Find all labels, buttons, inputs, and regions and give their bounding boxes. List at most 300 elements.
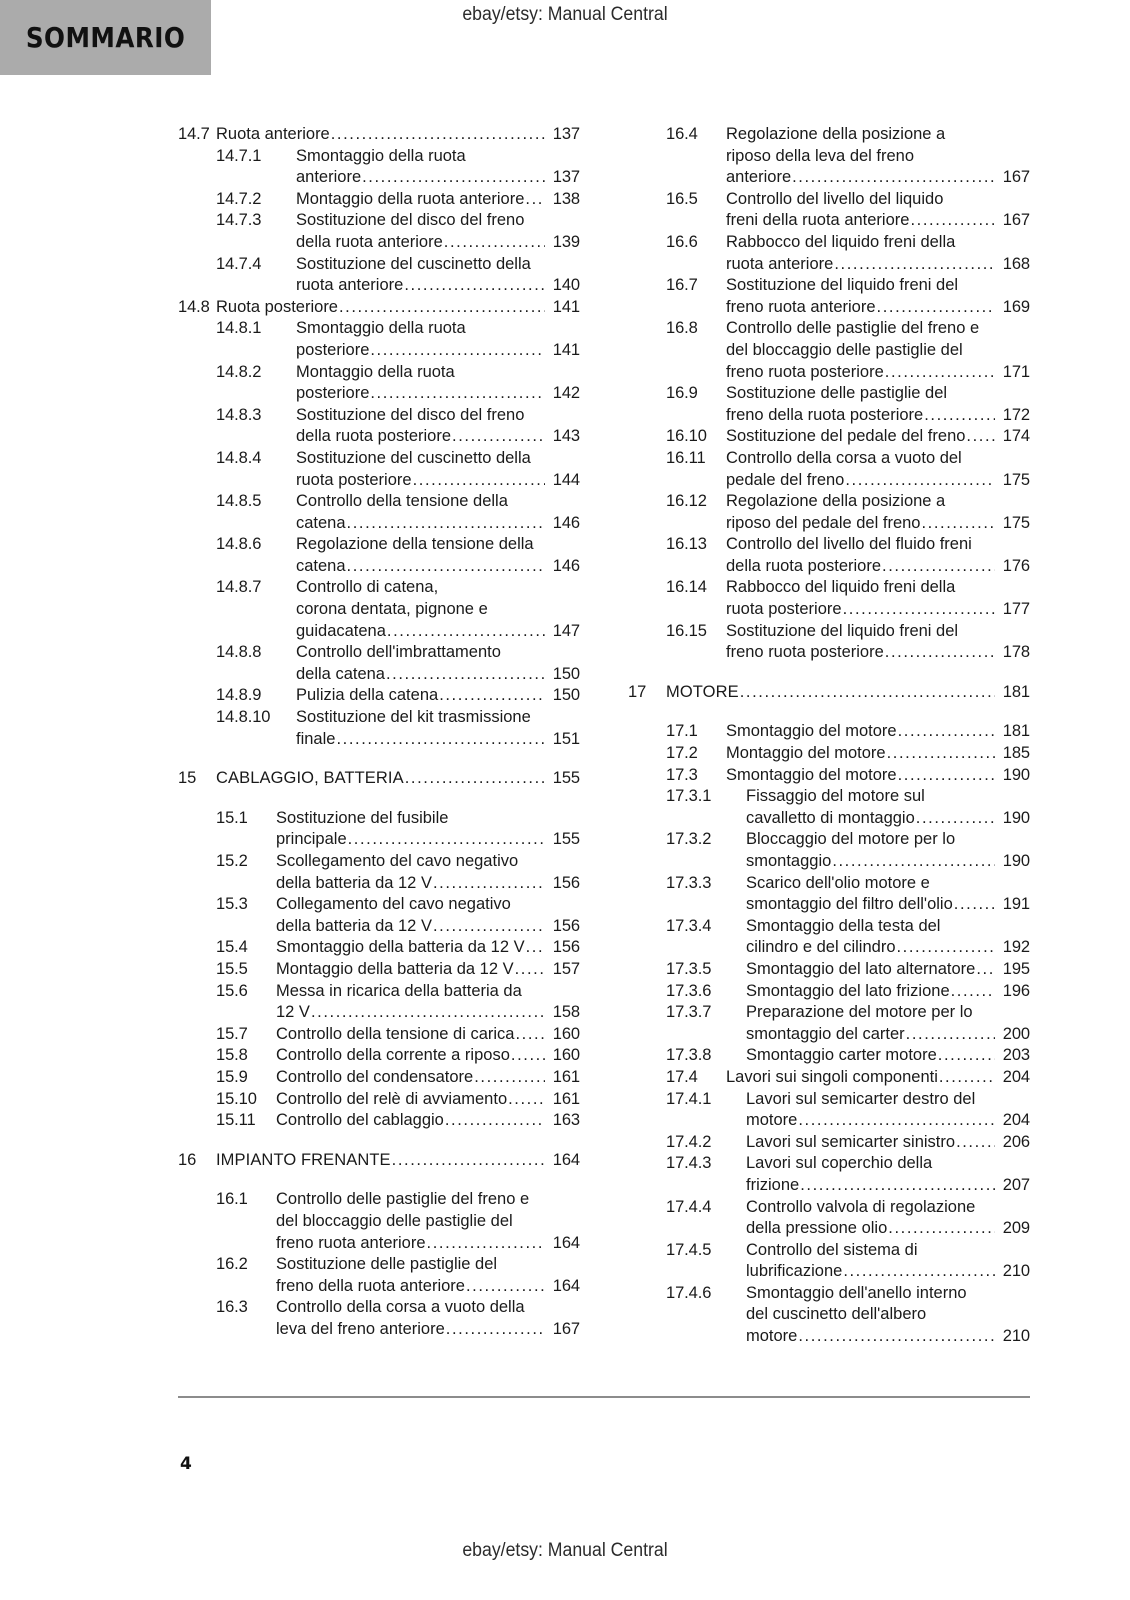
toc-entry-line (296, 340, 580, 362)
toc-entry-line (746, 1175, 1030, 1197)
toc-entry-body (746, 1002, 1030, 1045)
toc-entry-title: corona dentata, pignone e (296, 600, 488, 619)
toc-entry[interactable] (628, 1153, 1030, 1196)
toc-entry-title: Messa in ricarica della batteria da (276, 981, 522, 1000)
toc-page-number: 158 (552, 1003, 580, 1022)
toc-leader-dots (370, 340, 545, 362)
toc-entry-line (296, 210, 580, 232)
toc-entry[interactable] (628, 1045, 1030, 1067)
toc-leader-dots (966, 426, 995, 448)
toc-entry-title: Sostituzione del kit trasmissione (296, 708, 531, 727)
toc-entry-body (726, 765, 1030, 787)
toc-page-number: 137 (552, 168, 580, 187)
toc-entry[interactable] (628, 275, 1030, 318)
toc-page-number: 204 (1002, 1067, 1030, 1086)
toc-entry[interactable] (628, 743, 1030, 765)
toc-entry[interactable] (178, 768, 580, 790)
toc-entry-line (296, 405, 580, 427)
toc-leader-dots (413, 470, 545, 492)
toc-leader-dots (347, 556, 545, 578)
toc-entry-title: Ruota posteriore (216, 297, 338, 316)
toc-leader-dots (938, 1045, 995, 1067)
toc-leader-dots (916, 808, 995, 830)
toc-leader-dots (888, 1218, 995, 1240)
toc-entry-body (276, 1024, 580, 1046)
toc-entry-title: del cuscinetto dell'albero (746, 1305, 927, 1324)
toc-page-number: 191 (1002, 895, 1030, 914)
toc-entry[interactable] (628, 981, 1030, 1003)
toc-entry[interactable] (178, 959, 580, 981)
toc-entry[interactable] (178, 146, 580, 189)
toc-entry-body (726, 577, 1030, 620)
toc-entry-title: Lavori sul semicarter sinistro (746, 1132, 956, 1151)
toc-entry-line (276, 894, 580, 916)
toc-leader-dots (405, 768, 545, 790)
toc-entry-line (726, 146, 1030, 168)
toc-page-number: 138 (552, 189, 580, 208)
toc-entry-title: Controllo di catena, (296, 578, 439, 597)
toc-leader-dots (427, 1233, 545, 1255)
toc-entry[interactable] (628, 765, 1030, 787)
toc-page-number: 161 (552, 1067, 580, 1086)
toc-entry-line (276, 981, 580, 1003)
toc-entry-number: 16.13 (666, 535, 707, 554)
toc-leader-dots (832, 851, 995, 873)
toc-entry-number: 16.1 (216, 1190, 248, 1209)
toc-entry-title: leva del freno anteriore (276, 1319, 445, 1338)
toc-entry-body (276, 808, 580, 851)
running-footer: ebay/etsy: Manual Central (462, 1540, 668, 1561)
toc-entry-number: 16.5 (666, 189, 698, 208)
toc-entry[interactable] (628, 1089, 1030, 1132)
toc-entry-number: 17.3.6 (666, 981, 712, 1000)
toc-entry[interactable] (628, 383, 1030, 426)
toc-leader-dots (956, 1132, 995, 1154)
toc-entry-number: 17.3.1 (666, 787, 712, 806)
toc-entry-line (726, 340, 1030, 362)
toc-entry-title: freno della ruota posteriore (726, 405, 924, 424)
toc-entry-title: Lavori sui singoli componenti (726, 1067, 938, 1086)
toc-entry-body (276, 1297, 580, 1340)
toc-page-number: 155 (552, 769, 580, 788)
toc-entry-line (726, 254, 1030, 276)
toc-page-number: 204 (1002, 1111, 1030, 1130)
toc-entry-line (296, 707, 580, 729)
toc-entry[interactable] (628, 1132, 1030, 1154)
toc-entry-body (726, 534, 1030, 577)
toc-entry-line (296, 599, 580, 621)
toc-entry-title: Lavori sul semicarter destro del (746, 1089, 976, 1108)
toc-entry-number: 14.8.1 (216, 319, 262, 338)
toc-entry-number: 17.4.3 (666, 1154, 712, 1173)
toc-entry-number: 15.6 (216, 981, 248, 1000)
toc-entry-number: 15.9 (216, 1067, 248, 1086)
toc-entry[interactable] (628, 682, 1030, 704)
toc-entry-title: pedale del freno (726, 470, 845, 489)
toc-entry-body (726, 1067, 1030, 1089)
toc-entry[interactable] (178, 685, 580, 707)
toc-entry[interactable] (628, 1067, 1030, 1089)
toc-page-number: 140 (552, 276, 580, 295)
toc-entry[interactable] (628, 448, 1030, 491)
toc-entry[interactable] (628, 318, 1030, 383)
toc-page-number: 167 (1002, 211, 1030, 230)
toc-entry-line (276, 959, 580, 981)
toc-page-number: 174 (1002, 427, 1030, 446)
toc-entry-line (276, 829, 580, 851)
toc-entry-number: 17.3.2 (666, 830, 712, 849)
toc-entry-line (746, 873, 1030, 895)
toc-entry-title: della pressione olio (746, 1219, 888, 1238)
toc-page-number: 178 (1002, 643, 1030, 662)
toc-entry-line (296, 383, 580, 405)
toc-leader-dots (347, 513, 545, 535)
toc-entry-number: 16.15 (666, 621, 707, 640)
toc-entry[interactable] (178, 577, 580, 642)
toc-entry-line (746, 1024, 1030, 1046)
toc-entry-line (726, 297, 1030, 319)
toc-leader-dots (433, 873, 545, 895)
toc-entry-number: 17.3.8 (666, 1046, 712, 1065)
toc-column-left (178, 124, 580, 1348)
toc-entry[interactable] (178, 1045, 580, 1067)
toc-entry[interactable] (178, 851, 580, 894)
toc-page-number: 167 (552, 1319, 580, 1338)
toc-entry-title: Sostituzione del liquido freni del (726, 621, 959, 640)
toc-entry-line (276, 1002, 580, 1024)
toc-entry-line (746, 1089, 1030, 1111)
toc-entry-line (216, 1150, 580, 1172)
toc-entry[interactable] (178, 642, 580, 685)
toc-entry-title: Controllo delle pastiglie del freno e (276, 1190, 530, 1209)
toc-entry-title: Sostituzione del disco del freno (296, 405, 525, 424)
toc-entry-title: 12 V (276, 1003, 310, 1022)
toc-entry-line (746, 1326, 1030, 1348)
toc-entry[interactable] (628, 232, 1030, 275)
toc-entry-number: 14.8.9 (216, 686, 262, 705)
toc-page-number: 161 (552, 1089, 580, 1108)
toc-leader-dots (792, 167, 995, 189)
toc-entry-number: 15.2 (216, 852, 248, 870)
toc-entry-title: riposo del pedale del freno (726, 513, 921, 532)
toc-entry-line (746, 1045, 1030, 1067)
toc-entry-body (746, 1283, 1030, 1348)
toc-entry[interactable] (628, 1002, 1030, 1045)
toc-entry-line (276, 1211, 580, 1233)
toc-entry-line (296, 318, 580, 340)
toc-entry-line (746, 1153, 1030, 1175)
toc-entry-line (296, 275, 580, 297)
toc-entry-title: della batteria da 12 V (276, 916, 432, 935)
toc-page-number: 160 (552, 1046, 580, 1065)
toc-entry-title: Smontaggio dell'anello interno (746, 1283, 967, 1302)
toc-entry-body (726, 491, 1030, 534)
toc-entry-number: 14.8.10 (216, 708, 271, 727)
toc-entry-body (746, 981, 1030, 1003)
toc-entry-line (276, 1233, 580, 1255)
toc-leader-dots (446, 1319, 545, 1341)
toc-entry[interactable] (178, 1254, 580, 1297)
toc-entry-body (296, 210, 580, 253)
toc-entry-title: Scarico dell'olio motore e (746, 873, 930, 892)
toc-entry-body (216, 768, 580, 790)
toc-entry[interactable] (178, 362, 580, 405)
toc-entry-title: Smontaggio della testa del (746, 916, 941, 935)
toc-entry[interactable] (628, 124, 1030, 189)
toc-entry-body (216, 124, 580, 146)
toc-entry-title: motore (746, 1111, 798, 1130)
toc-entry[interactable] (178, 894, 580, 937)
toc-entry[interactable] (178, 318, 580, 361)
toc-entry-title: ruota anteriore (296, 276, 404, 295)
toc-entry-title: lubrificazione (746, 1262, 843, 1281)
toc-entry-number: 14.8.3 (216, 405, 262, 424)
toc-entry[interactable] (178, 210, 580, 253)
toc-entry-number: 15.4 (216, 938, 248, 957)
toc-entry-title: Sostituzione del fusibile (276, 808, 449, 827)
toc-entry-line (726, 513, 1030, 535)
toc-entry-number: 14.7.3 (216, 211, 262, 230)
toc-entry-number: 17.3.4 (666, 916, 712, 935)
toc-entry-body (726, 124, 1030, 189)
toc-entry[interactable] (178, 1110, 580, 1132)
toc-entry-title: posteriore (296, 340, 370, 359)
toc-leader-dots (877, 297, 995, 319)
toc-entry-number: 16.4 (666, 125, 698, 143)
toc-entry-line (276, 1319, 580, 1341)
toc-entry-body (276, 1189, 580, 1254)
toc-entry-title: Sostituzione del disco del freno (296, 211, 525, 230)
toc-entry-line (746, 916, 1030, 938)
toc-entry[interactable] (178, 981, 580, 1024)
toc-entry-line (296, 362, 580, 384)
toc-entry-number: 14.8.2 (216, 362, 262, 381)
toc-entry-line (746, 808, 1030, 830)
toc-leader-dots (798, 1110, 995, 1132)
toc-leader-dots (474, 1067, 545, 1089)
toc-entry-line (296, 448, 580, 470)
toc-entry[interactable] (178, 707, 580, 750)
toc-entry-body (746, 916, 1030, 959)
toc-entry[interactable] (178, 1089, 580, 1111)
toc-entry[interactable] (178, 189, 580, 211)
toc-entry-line (726, 275, 1030, 297)
toc-entry-number: 15.7 (216, 1024, 248, 1043)
toc-entry-line (276, 1276, 580, 1298)
toc-entry[interactable] (628, 577, 1030, 620)
toc-entry-title: freno ruota anteriore (276, 1233, 426, 1252)
toc-entry[interactable] (178, 1297, 580, 1340)
toc-entry-title: freno ruota posteriore (726, 362, 884, 381)
toc-leader-dots (392, 1150, 545, 1172)
toc-leader-dots (525, 189, 545, 211)
toc-entry[interactable] (178, 491, 580, 534)
toc-entry[interactable] (628, 534, 1030, 577)
toc-page-number: 190 (1002, 808, 1030, 827)
toc-entry-body (666, 682, 1030, 704)
toc-entry[interactable] (628, 491, 1030, 534)
toc-entry-line (726, 1067, 1030, 1089)
toc-entry[interactable] (178, 254, 580, 297)
toc-leader-dots (311, 1002, 545, 1024)
toc-entry-title: smontaggio del filtro dell'olio (746, 895, 953, 914)
toc-entry[interactable] (628, 426, 1030, 448)
toc-entry-number: 14.8.8 (216, 643, 262, 662)
toc-leader-dots (336, 729, 545, 751)
toc-entry-title: Controllo valvola di regolazione (746, 1197, 976, 1216)
toc-leader-dots (898, 765, 995, 787)
toc-entry-line (746, 1304, 1030, 1326)
toc-entry-title: catena (296, 513, 346, 532)
toc-entry-body (276, 851, 580, 894)
toc-entry-line (726, 721, 1030, 743)
toc-entry[interactable] (628, 721, 1030, 743)
toc-page-number: 196 (1002, 981, 1030, 1000)
toc-entry-title: anteriore (296, 168, 362, 187)
toc-entry[interactable] (628, 786, 1030, 829)
toc-entry-number: 15.1 (216, 808, 248, 827)
toc-entry[interactable] (178, 405, 580, 448)
toc-page-number: 144 (552, 470, 580, 489)
toc-entry-line (746, 1110, 1030, 1132)
toc-entry-body (726, 721, 1030, 743)
toc-entry[interactable] (178, 1067, 580, 1089)
toc-entry-number: 16 (178, 1150, 197, 1169)
toc-entry-title: principale (276, 830, 347, 849)
toc-entry-line (746, 981, 1030, 1003)
toc-entry[interactable] (178, 1150, 580, 1172)
toc-entry-title: Sostituzione del cuscinetto della (296, 254, 531, 273)
toc-leader-dots (885, 362, 995, 384)
toc-entry[interactable] (628, 916, 1030, 959)
toc-entry[interactable] (628, 829, 1030, 872)
toc-entry-title: anteriore (726, 168, 792, 187)
toc-entry-line (216, 768, 580, 790)
toc-entry-title: ruota posteriore (726, 600, 842, 619)
toc-entry-number: 17.4.2 (666, 1132, 712, 1151)
toc-entry-title: Smontaggio del motore (726, 722, 897, 741)
toc-entry-title: del bloccaggio delle pastiglie del (276, 1211, 513, 1230)
toc-entry-title: Rabbocco del liquido freni della (726, 578, 956, 597)
toc-entry-title: posteriore (296, 384, 370, 403)
toc-entry[interactable] (178, 124, 580, 146)
toc-leader-dots (924, 405, 995, 427)
toc-entry-line (726, 405, 1030, 427)
toc-entry-line (726, 232, 1030, 254)
toc-entry-body (276, 1110, 580, 1132)
toc-entry-line (276, 1089, 580, 1111)
toc-entry-title: Controllo della corsa a vuoto del (726, 448, 962, 467)
toc-entry[interactable] (178, 808, 580, 851)
toc-entry-title: smontaggio (746, 852, 832, 870)
toc-page-number: 210 (1002, 1327, 1030, 1346)
toc-page-number: 142 (552, 384, 580, 403)
toc-entry[interactable] (628, 1240, 1030, 1283)
toc-entry-line (276, 1189, 580, 1211)
toc-entry[interactable] (178, 1024, 580, 1046)
toc-page-number: 185 (1002, 744, 1030, 763)
toc-entry-number: 16.2 (216, 1255, 248, 1274)
toc-entry-body (726, 743, 1030, 765)
toc-page-number: 175 (1002, 470, 1030, 489)
toc-leader-dots (362, 167, 545, 189)
toc-entry-line (746, 1218, 1030, 1240)
toc-entry-number: 17.1 (666, 722, 698, 741)
toc-entry-title: Smontaggio della ruota (296, 146, 466, 165)
toc-page-number: 195 (1002, 959, 1030, 978)
toc-entry-title: Controllo delle pastiglie del freno e (726, 319, 980, 338)
toc-entry-body (296, 318, 580, 361)
toc-entry-number: 15.10 (216, 1089, 257, 1108)
toc-entry-title: Regolazione della tensione della (296, 535, 534, 554)
toc-entry[interactable] (628, 1283, 1030, 1348)
toc-entry-line (296, 556, 580, 578)
toc-page-number: 163 (552, 1111, 580, 1130)
toc-entry[interactable] (628, 873, 1030, 916)
toc-entry[interactable] (628, 621, 1030, 664)
toc-entry-body (746, 1089, 1030, 1132)
toc-entry-line (746, 1002, 1030, 1024)
toc-entry-body (296, 685, 580, 707)
toc-entry[interactable] (628, 959, 1030, 981)
toc-entry-title: Smontaggio della ruota (296, 319, 466, 338)
toc-leader-dots (885, 642, 995, 664)
toc-entry-line (216, 297, 580, 319)
toc-entry-number: 14.7.2 (216, 189, 262, 208)
toc-entry-title: ruota posteriore (296, 470, 412, 489)
toc-leader-dots (897, 937, 996, 959)
table-of-contents (178, 124, 1030, 1348)
toc-page-number: 167 (1002, 168, 1030, 187)
toc-entry-line (726, 621, 1030, 643)
toc-entry[interactable] (628, 189, 1030, 232)
toc-entry-body (726, 383, 1030, 426)
toc-entry[interactable] (178, 448, 580, 491)
toc-entry-line (296, 146, 580, 168)
toc-page-number: 181 (1002, 722, 1030, 741)
toc-leader-dots (887, 743, 995, 765)
toc-entry-title: Montaggio della ruota anteriore (296, 189, 525, 208)
toc-entry-line (296, 426, 580, 448)
toc-entry-title: della ruota posteriore (296, 427, 452, 446)
toc-entry-number: 14.7 (178, 125, 210, 143)
toc-page-number: 143 (552, 427, 580, 446)
toc-leader-dots (387, 621, 545, 643)
toc-page-number: 146 (552, 513, 580, 532)
toc-entry-title: ruota anteriore (726, 254, 834, 273)
toc-leader-dots (331, 124, 545, 146)
toc-entry[interactable] (178, 297, 580, 319)
toc-entry-line (726, 765, 1030, 787)
running-header: ebay/etsy: Manual Central (462, 4, 668, 25)
toc-entry-title: Sostituzione del pedale del freno (726, 427, 966, 446)
toc-entry[interactable] (178, 937, 580, 959)
toc-entry-number: 16.9 (666, 384, 698, 403)
toc-entry[interactable] (628, 1197, 1030, 1240)
toc-entry-title: finale (296, 729, 336, 748)
toc-entry-line (746, 786, 1030, 808)
toc-entry-body (746, 873, 1030, 916)
toc-entry-title: smontaggio del carter (746, 1024, 905, 1043)
toc-entry-body (296, 362, 580, 405)
toc-entry[interactable] (178, 1189, 580, 1254)
toc-entry-body (276, 937, 580, 959)
toc-leader-dots (370, 383, 545, 405)
toc-entry-number: 17.3.5 (666, 959, 712, 978)
toc-entry[interactable] (178, 534, 580, 577)
toc-entry-body (296, 577, 580, 642)
toc-entry-body (726, 318, 1030, 383)
